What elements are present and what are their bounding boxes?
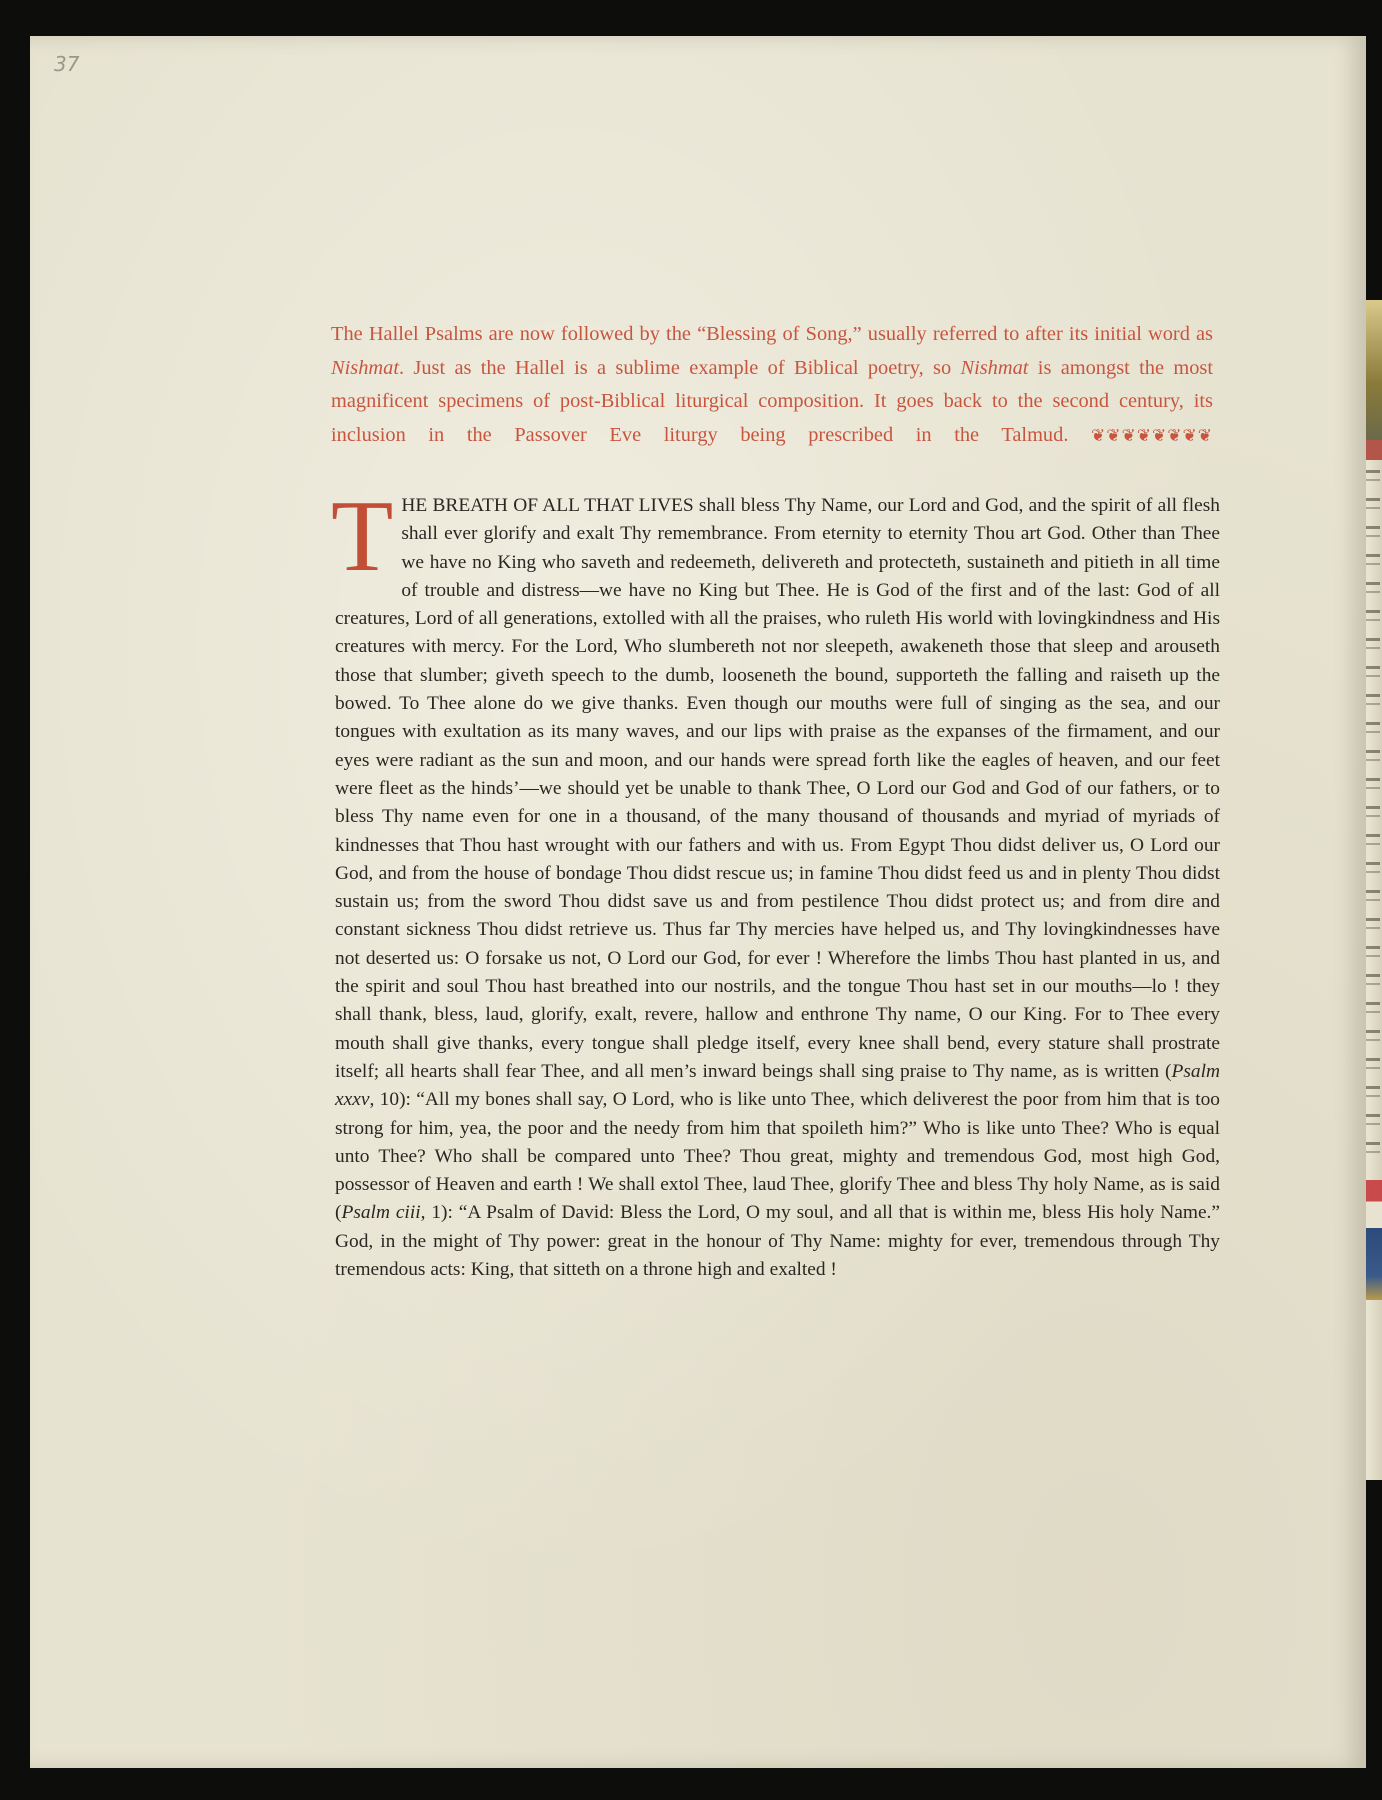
intro-paragraph — [331, 318, 1213, 452]
psalm-reference-2: Psalm ciii — [341, 1202, 421, 1224]
psalm-reference-1: Psalm xxxv — [335, 1060, 1220, 1111]
adjacent-page-text-edge — [1364, 470, 1380, 1170]
intro-term-1: Nishmat — [331, 356, 399, 379]
prayer-text-part-2: , 10): “All my bones shall say, O Lord, who is like unto Thee, which deliverest the poor from him that is too strong for him, yea, the poor and the needy from him that spoileth him?” Who is like unto Thee? Who is equal unto Thee? Who shall be compared unto Thee? Thou great, mighty and tremendous God, most high God, possessor of Heaven and earth ! We shall extol Thee, laud Thee, glorify Thee and bless Thy holy Name, as is said ( — [335, 1089, 1220, 1224]
intro-term-2: Nishmat — [960, 356, 1029, 379]
prayer-text-part-3: , 1): “A Psalm of David: Bless the Lord, O my soul, and all that is within me, bless His holy Name.” God, in the might of Thy power: great in the honour of Thy Name: mighty for ever, tremendous through Thy tremendous acts: King, that sitteth on a throne high and exalted ! — [335, 1202, 1220, 1281]
intro-text-2: . Just as the Hallel is a sublime example of Biblical poetry, so — [398, 356, 961, 379]
intro-text-3: is amongst the most magnificent specimens of post-Biblical liturgical composition. It goes back to the second century, its inclusion in the Passover Eve liturgy being prescribed in the Talmud. — [331, 356, 1214, 446]
nishmat-prayer-text — [331, 480, 1220, 1284]
ornament-flourish: ❦❦❦❦❦❦❦❦ — [1091, 425, 1213, 445]
folio-number: 37 — [54, 52, 80, 76]
drop-cap-letter: T — [331, 480, 394, 593]
prayer-text-part-1: HE BREATH OF ALL THAT LIVES shall bless Thy Name, our Lord and God, and the spirit of all flesh shall ever glorify and exalt Thy remembrance. From eternity to eternity Thou art God. Other than Thee we have no King who saveth and redeemeth, delivereth and protecteth, sustaineth and pitieth in all time of trouble and distress—we have no King but Thee. He is God of the first and of the last: God of all creatures, Lord of all generations, extolled with all the praises, who ruleth His world with lovingkindness and His creatures with mercy. For the Lord, Who slumbereth not nor sleepeth, awakeneth those that sleep and arouseth those that slumber; giveth speech to the dumb, looseneth the bound, supporteth the falling and raiseth up the bowed. To Thee alone do we give thanks. Even though our mouths were full of singing as the sea, and our tongues with exultation as its many waves, and our lips with praise as the expanses of the firmament, and our eyes were radiant as the sun and moon, and our hands were spread forth like the eagles of heaven, and our feet were fleet as the hinds’—we should yet be unable to thank Thee, O Lord our God and God of our fathers, or to bless Thy name even for one in a thousand, of the many thousand of thousands and myriad of myriads of kindnesses that Thou hast wrought with our fathers and with us. From Egypt Thou didst deliver us, O Lord our God, and from the house of bondage Thou didst rescue us; in famine Thou didst feed us and in plenty Thou didst sustain us; from the sword Thou didst save us and from pestilence Thou didst protect us; and from dire and constant sickness Thou didst retrieve us. Thus far Thy mercies have helped us, and Thy lovingkindnesses have not deserted us: O forsake us not, O Lord our God, for ever ! Wherefore the limbs Thou hast planted in us, and the spirit and soul Thou hast breathed into our nostrils, and the tongue Thou hast set in our mouths—lo ! they shall thank, bless, laud, glorify, exalt, revere, hallow and enthrone Thy name, O our King. For to Thee every mouth shall give thanks, every tongue shall pledge itself, every knee shall bend, every stature shall prostrate itself; all hearts shall fear Thee, and all men’s inward beings shall sing praise to Thy name, as is written ( — [335, 495, 1220, 1082]
intro-text-1: The Hallel Psalms are now followed by the “Blessing of Song,” usually referred to after its initial word as — [331, 323, 1213, 345]
